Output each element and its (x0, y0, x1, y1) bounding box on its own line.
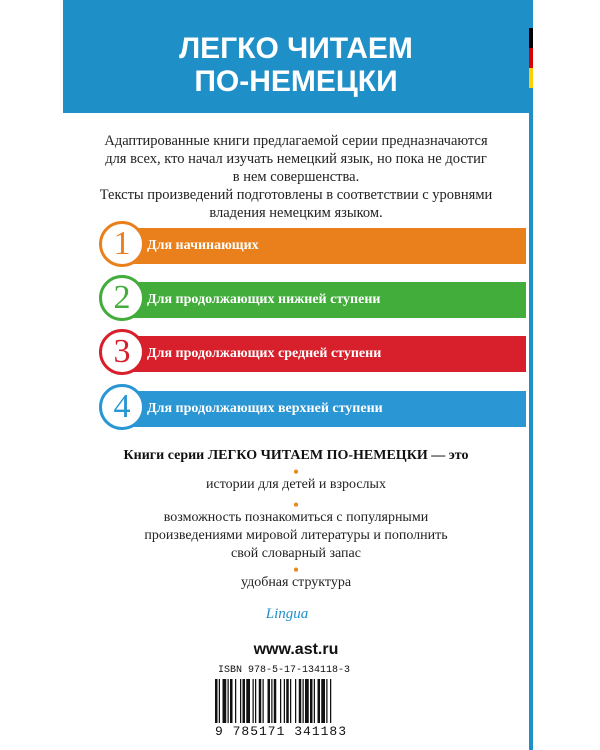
level-label: Для продолжающих верхней ступени (147, 401, 383, 416)
feature-item: истории для детей и взрослых (206, 477, 386, 492)
level-number-badge: 2 (99, 275, 145, 321)
feature-item: свой словарный запас (231, 546, 361, 561)
level-2 (99, 279, 526, 318)
barcode (213, 679, 373, 727)
barcode-stripe (243, 679, 246, 723)
intro-line: для всех, кто начал изучать немецкий язык, но пока не достиг (105, 151, 487, 167)
isbn-label: ISBN 978-5-17-134118-3 (218, 665, 351, 676)
level-label: Для продолжающих нижней ступени (147, 292, 381, 307)
barcode-stripe (215, 679, 218, 723)
barcode-stripe (240, 679, 241, 723)
series-title-line-2: ПО-НЕМЕЦКИ (194, 65, 398, 98)
logo-text: Lingua (265, 606, 309, 622)
book-back-cover (63, 0, 533, 750)
level-label: Для продолжающих средней ступени (147, 346, 382, 361)
barcode-stripe (268, 679, 271, 723)
feature-item: возможность познакомиться с популярными (163, 510, 429, 525)
barcode-stripe (219, 679, 220, 723)
barcode-stripe (255, 679, 256, 723)
intro-line: в нем совершенства. (232, 169, 360, 185)
barcode-stripe (326, 679, 327, 723)
barcode-stripe (295, 679, 296, 723)
barcode-stripe (259, 679, 262, 723)
barcode-stripe (274, 679, 277, 723)
barcode-stripe (280, 679, 281, 723)
intro-line: Адаптированные книги предлагаемой серии предназначаются (104, 133, 488, 149)
feature-item: произведениями мировой литературы и пополнить (144, 528, 448, 543)
level-label: Для начинающих (147, 238, 259, 253)
level-4 (99, 388, 526, 427)
level-1 (99, 225, 526, 264)
barcode-stripe (284, 679, 285, 723)
intro-line: владения немецким языком. (209, 205, 383, 221)
level-number-badge: 4 (99, 384, 145, 430)
barcode-stripe (290, 679, 291, 723)
barcode-stripe (223, 679, 227, 723)
feature-item: удобная структура (240, 575, 352, 590)
title-banner (63, 0, 529, 113)
barcode-stripe (246, 679, 250, 723)
intro-text (83, 132, 509, 222)
level-number-badge: 1 (99, 221, 145, 267)
barcode-stripe (271, 679, 272, 723)
barcode-stripe (235, 679, 236, 723)
cover-edge (529, 0, 533, 750)
series-heading: Книги серии ЛЕГКО ЧИТАЕМ ПО-НЕМЕЦКИ — это (123, 448, 469, 463)
barcode-stripe (330, 679, 331, 723)
barcode-stripe (305, 679, 309, 723)
bullet-icon: • (292, 462, 300, 482)
barcode-number: 9 785171 341183 (215, 724, 348, 739)
barcode-stripe (318, 679, 321, 723)
barcode-stripe (314, 679, 315, 723)
series-title-line-1: ЛЕГКО ЧИТАЕМ (179, 32, 413, 65)
lingua-logo (257, 596, 317, 626)
bullet-icon: • (292, 495, 300, 515)
intro-line: Тексты произведений подготовлены в соответствии с уровнями (99, 187, 493, 203)
barcode-stripe (253, 679, 254, 723)
level-3 (99, 333, 526, 372)
barcode-stripe (303, 679, 304, 723)
barcode-stripe (263, 679, 264, 723)
barcode-stripe (230, 679, 233, 723)
level-number-badge: 3 (99, 329, 145, 375)
bullet-icon: • (292, 560, 300, 580)
barcode-stripe (299, 679, 302, 723)
barcode-stripe (310, 679, 313, 723)
website-link[interactable]: www.ast.ru (253, 641, 339, 658)
barcode-stripe (228, 679, 229, 723)
barcode-stripe (321, 679, 325, 723)
barcode-stripe (286, 679, 289, 723)
